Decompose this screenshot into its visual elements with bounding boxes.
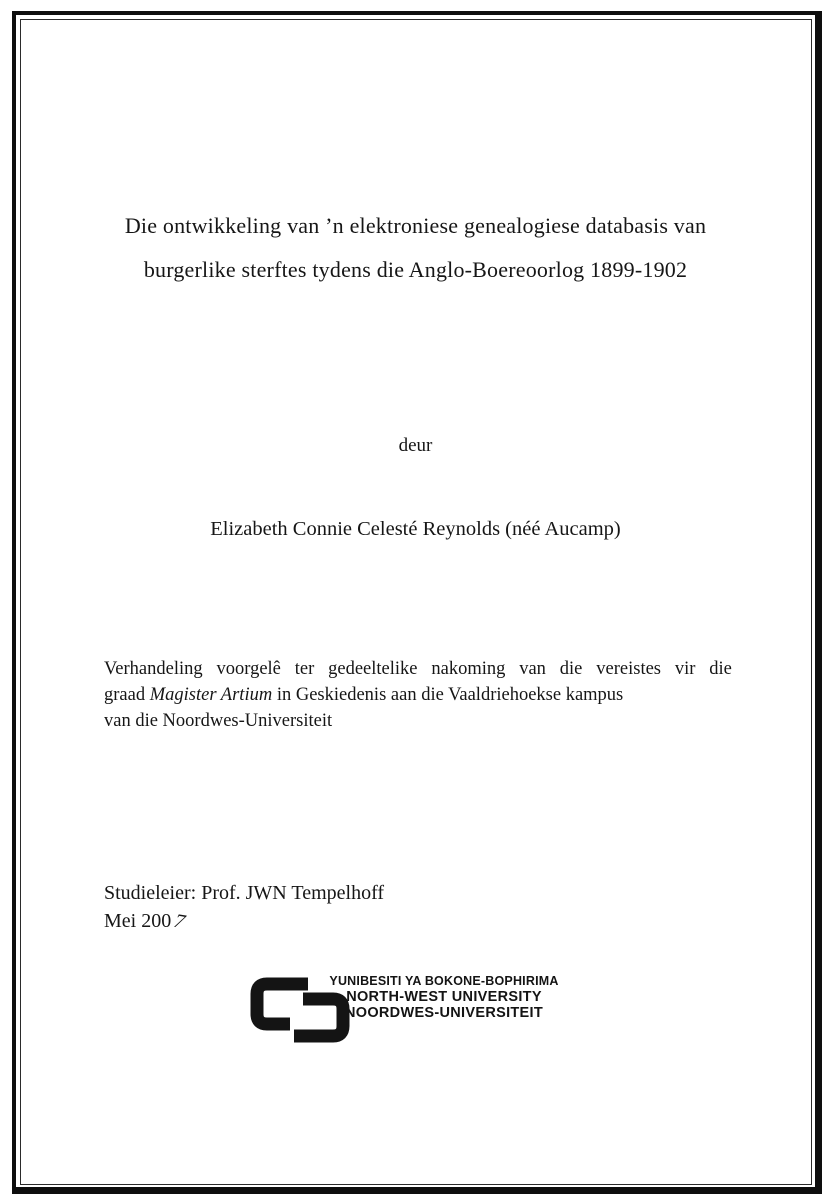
supervisor-date-block — [104, 880, 384, 935]
degree-statement-line2-suffix: in Geskiedenis aan die Vaaldriehoekse kampus — [272, 685, 624, 705]
word: die — [559, 659, 583, 679]
date-line — [104, 908, 384, 936]
word: ter — [294, 659, 315, 679]
word: van — [519, 659, 546, 679]
degree-statement-line2-prefix: graad — [104, 685, 150, 705]
author-name: Elizabeth Connie Celesté Reynolds (néé Aucamp) — [210, 518, 621, 540]
word: die — [709, 659, 732, 679]
degree-statement-line2 — [104, 682, 732, 708]
thesis-title-line1: Die ontwikkeling van ’n elektroniese genealogiese databasis van — [124, 213, 707, 238]
byline-label: deur — [398, 435, 433, 456]
word: vir — [674, 659, 696, 679]
supervisor-line: Studieleier: Prof. JWN Tempelhoff — [104, 882, 385, 904]
logo-text-english: NORTH-WEST UNIVERSITY — [346, 989, 542, 1005]
word: voorgelê — [216, 659, 281, 679]
word: Verhandeling — [104, 659, 203, 679]
date-prefix: Mei 200 — [104, 909, 172, 932]
degree-statement — [104, 656, 732, 734]
logo-text-setswana: YUNIBESITI YA BOKONE-BOPHIRIMA — [329, 974, 559, 988]
degree-statement-line3: van die Noordwes-Universiteit — [104, 711, 333, 731]
word: vereistes — [596, 659, 661, 679]
date-last-digit: 7 — [169, 909, 190, 933]
university-logo — [250, 969, 582, 1051]
degree-statement-line1 — [104, 656, 732, 682]
logo-text-afrikaans: NOORDWES-UNIVERSITEIT — [344, 1005, 544, 1021]
degree-name-italic: Magister Artium — [149, 685, 273, 705]
thesis-title-line2: burgerlike sterftes tydens die Anglo-Boereoorlog 1899-1902 — [143, 257, 688, 282]
university-wordmark — [313, 974, 575, 1021]
word: nakoming — [431, 659, 506, 679]
word: gedeeltelike — [328, 659, 418, 679]
thesis-title — [40, 204, 791, 292]
